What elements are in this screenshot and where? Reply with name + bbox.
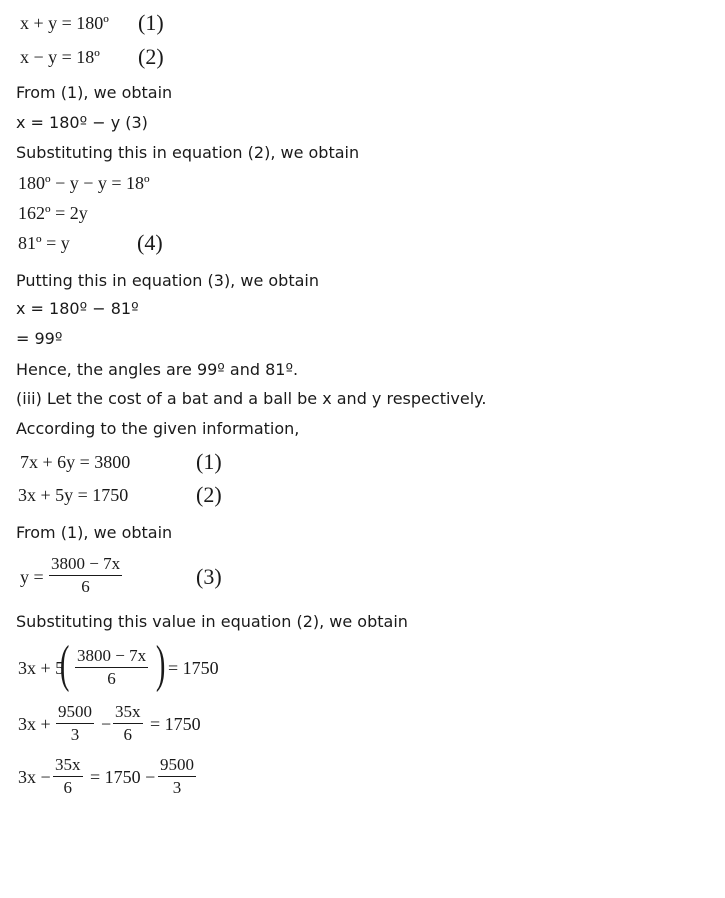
equation-10-numerator-1: 9500 [56, 701, 94, 724]
equation-11-denominator-1: 6 [63, 778, 72, 797]
text-substituting-value: Substituting this value in equation (2), we obtain [16, 612, 408, 631]
equation-10-lhs: 3x + [18, 714, 51, 734]
equation-10-fraction-2 [113, 701, 143, 746]
text-putting: Putting this in equation (3), we obtain [16, 271, 319, 290]
equation-4: 162º = 2y [18, 203, 88, 223]
equation-9-fraction [75, 645, 148, 690]
text-substituting: Substituting this in equation (2), we obtain [16, 143, 360, 162]
equation-7: 3x + 5y = 1750 [18, 485, 129, 505]
text-according: According to the given information, [16, 419, 300, 438]
equation-10-fraction-1 [56, 701, 94, 746]
equation-10-minus: − [101, 714, 112, 734]
text-from-1-b: From (1), we obtain [16, 523, 173, 542]
equation-9-left-paren: ( [59, 636, 70, 693]
equation-8-numerator: 3800 − 7x [49, 553, 122, 576]
equation-5: 81º = y [18, 233, 70, 253]
equation-1-tag: (1) [138, 10, 164, 35]
equation-11-fraction-1 [53, 754, 83, 799]
equation-10-numerator-2: 35x [113, 701, 143, 724]
equation-10-denominator-1: 3 [70, 725, 80, 744]
equation-8-tag: (3) [196, 564, 222, 589]
equation-9-denominator: 6 [107, 669, 116, 688]
text-from-1: From (1), we obtain [16, 83, 173, 102]
text-x-value: x = 180º − 81º [16, 299, 139, 318]
equation-11-lhs: 3x − [18, 767, 51, 787]
equation-9-right-paren: ) [155, 636, 166, 693]
equation-3: 180º − y − y = 18º [18, 173, 150, 193]
equation-10-denominator-2: 6 [123, 725, 132, 744]
text-result: = 99º [16, 329, 63, 348]
equation-8-denominator: 6 [81, 577, 90, 596]
equation-9-numerator: 3800 − 7x [75, 645, 148, 668]
equation-9-rhs: = 1750 [168, 658, 219, 678]
equation-11-mid: = 1750 − [90, 767, 156, 787]
equation-6-tag: (1) [196, 449, 222, 474]
text-conclusion: Hence, the angles are 99º and 81º. [16, 360, 299, 379]
equation-1: x + y = 180º [20, 13, 109, 33]
equation-2-tag: (2) [138, 44, 164, 69]
equation-11-numerator-1: 35x [53, 754, 83, 777]
equation-5-tag: (4) [137, 230, 163, 255]
equation-10-rhs: = 1750 [150, 714, 201, 734]
equation-8-lhs: y = [20, 567, 44, 587]
equation-9-lhs: 3x + 5 [18, 658, 65, 678]
equation-7-tag: (2) [196, 482, 222, 507]
equation-11-fraction-2 [158, 754, 196, 799]
equation-11-denominator-2: 3 [172, 778, 182, 797]
text-part-iii: (iii) Let the cost of a bat and a ball be x and y respectively. [16, 389, 487, 408]
text-x-expression: x = 180º − y (3) [16, 113, 148, 132]
equation-6: 7x + 6y = 3800 [20, 452, 131, 472]
equation-11-numerator-2: 9500 [158, 754, 196, 777]
equation-8-fraction [49, 553, 122, 598]
equation-2: x − y = 18º [20, 47, 100, 67]
